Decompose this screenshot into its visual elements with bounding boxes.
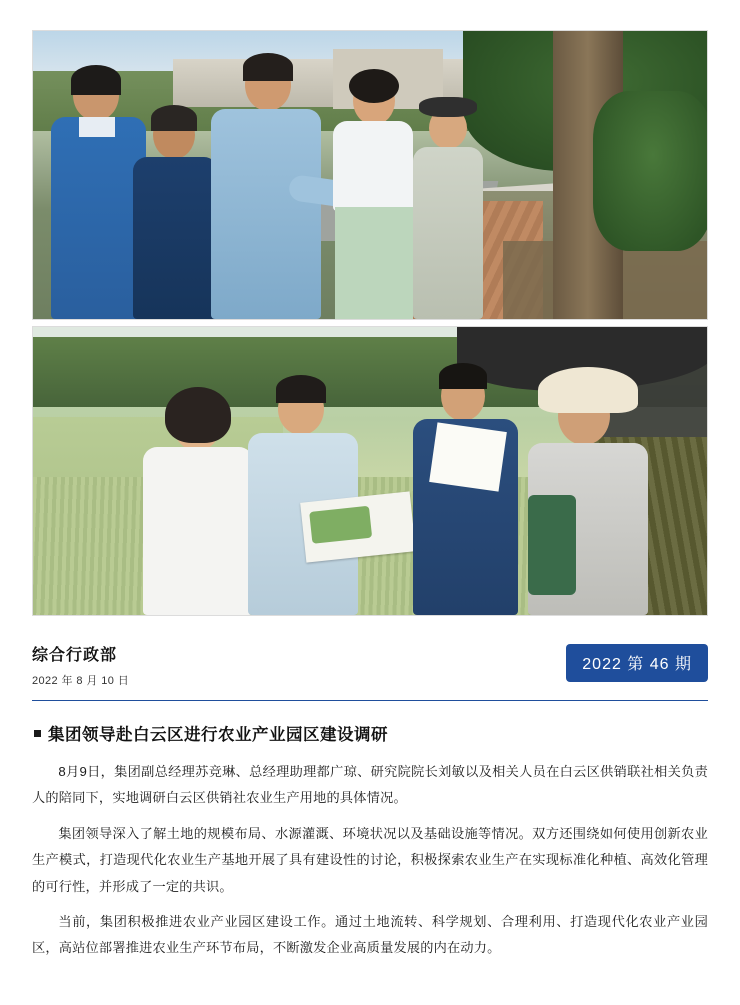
person-torso	[413, 147, 483, 319]
person-figure	[333, 69, 413, 319]
person-torso	[51, 117, 146, 319]
article-headline-row	[32, 721, 708, 745]
person-hat	[419, 97, 477, 117]
person-figure	[51, 69, 146, 319]
person-torso	[333, 121, 413, 211]
page-title: 集团领导赴白云区进行农业产业园区建设调研	[48, 726, 388, 744]
person-hair	[165, 387, 231, 443]
article-paragraph: 集团领导深入了解土地的规模布局、水源灌溉、环境状况以及基础设施等情况。双方还围绕如何使用创新农业生产模式，打造现代化农业生产基地开展了具有建设性的讨论，积极探索农业生产在实现标准化种植、高效化管理的可行性，并形成了一定的共识。	[32, 825, 708, 894]
person-figure	[413, 365, 518, 615]
person-collar	[79, 117, 115, 137]
department-name: 综合行政部	[32, 647, 118, 664]
photo-street-survey	[32, 30, 708, 320]
person-figure	[211, 59, 321, 319]
person-figure	[133, 99, 218, 319]
person-sunhat	[538, 367, 638, 413]
person-torso	[133, 157, 218, 319]
square-bullet-icon	[34, 730, 41, 737]
tree-canopy-secondary	[593, 91, 708, 251]
planning-map-document	[300, 491, 416, 562]
person-hair	[243, 53, 293, 81]
held-paper-document	[429, 422, 507, 491]
person-hair	[349, 69, 399, 103]
masthead-meta	[32, 642, 708, 698]
person-hair	[439, 363, 487, 389]
map-graphic	[309, 506, 372, 544]
person-figure	[413, 89, 483, 319]
person-figure	[248, 375, 358, 615]
article-paragraph: 当前，集团积极推进农业产业园区建设工作。通过土地流转、科学规划、合理利用、打造现代化农业产业园区，高站位部署推进农业生产环节布局，不断激发企业高质量发展的内在动力。	[32, 914, 708, 956]
photo-field-survey	[32, 326, 708, 616]
person-torso	[211, 109, 321, 319]
person-figure	[528, 365, 648, 615]
person-skirt	[335, 207, 413, 319]
article-body	[32, 721, 708, 962]
person-hair	[71, 65, 121, 95]
person-torso	[143, 447, 253, 615]
person-hair	[151, 105, 197, 131]
person-bag	[528, 495, 576, 595]
issue-badge: 2022 第 46 期	[566, 644, 708, 682]
person-figure	[143, 385, 253, 615]
article-paragraph: 8月9日，集团副总经理苏竞琳、总经理助理都广琼、研究院院长刘敏以及相关人员在白云区供销联社相关负责人的陪同下，实地调研白云区供销社农业生产用地的具体情况。	[32, 764, 708, 806]
publish-date: 2022 年 8 月 10 日	[32, 675, 130, 687]
person-hair	[276, 375, 326, 403]
header-divider	[32, 700, 708, 701]
